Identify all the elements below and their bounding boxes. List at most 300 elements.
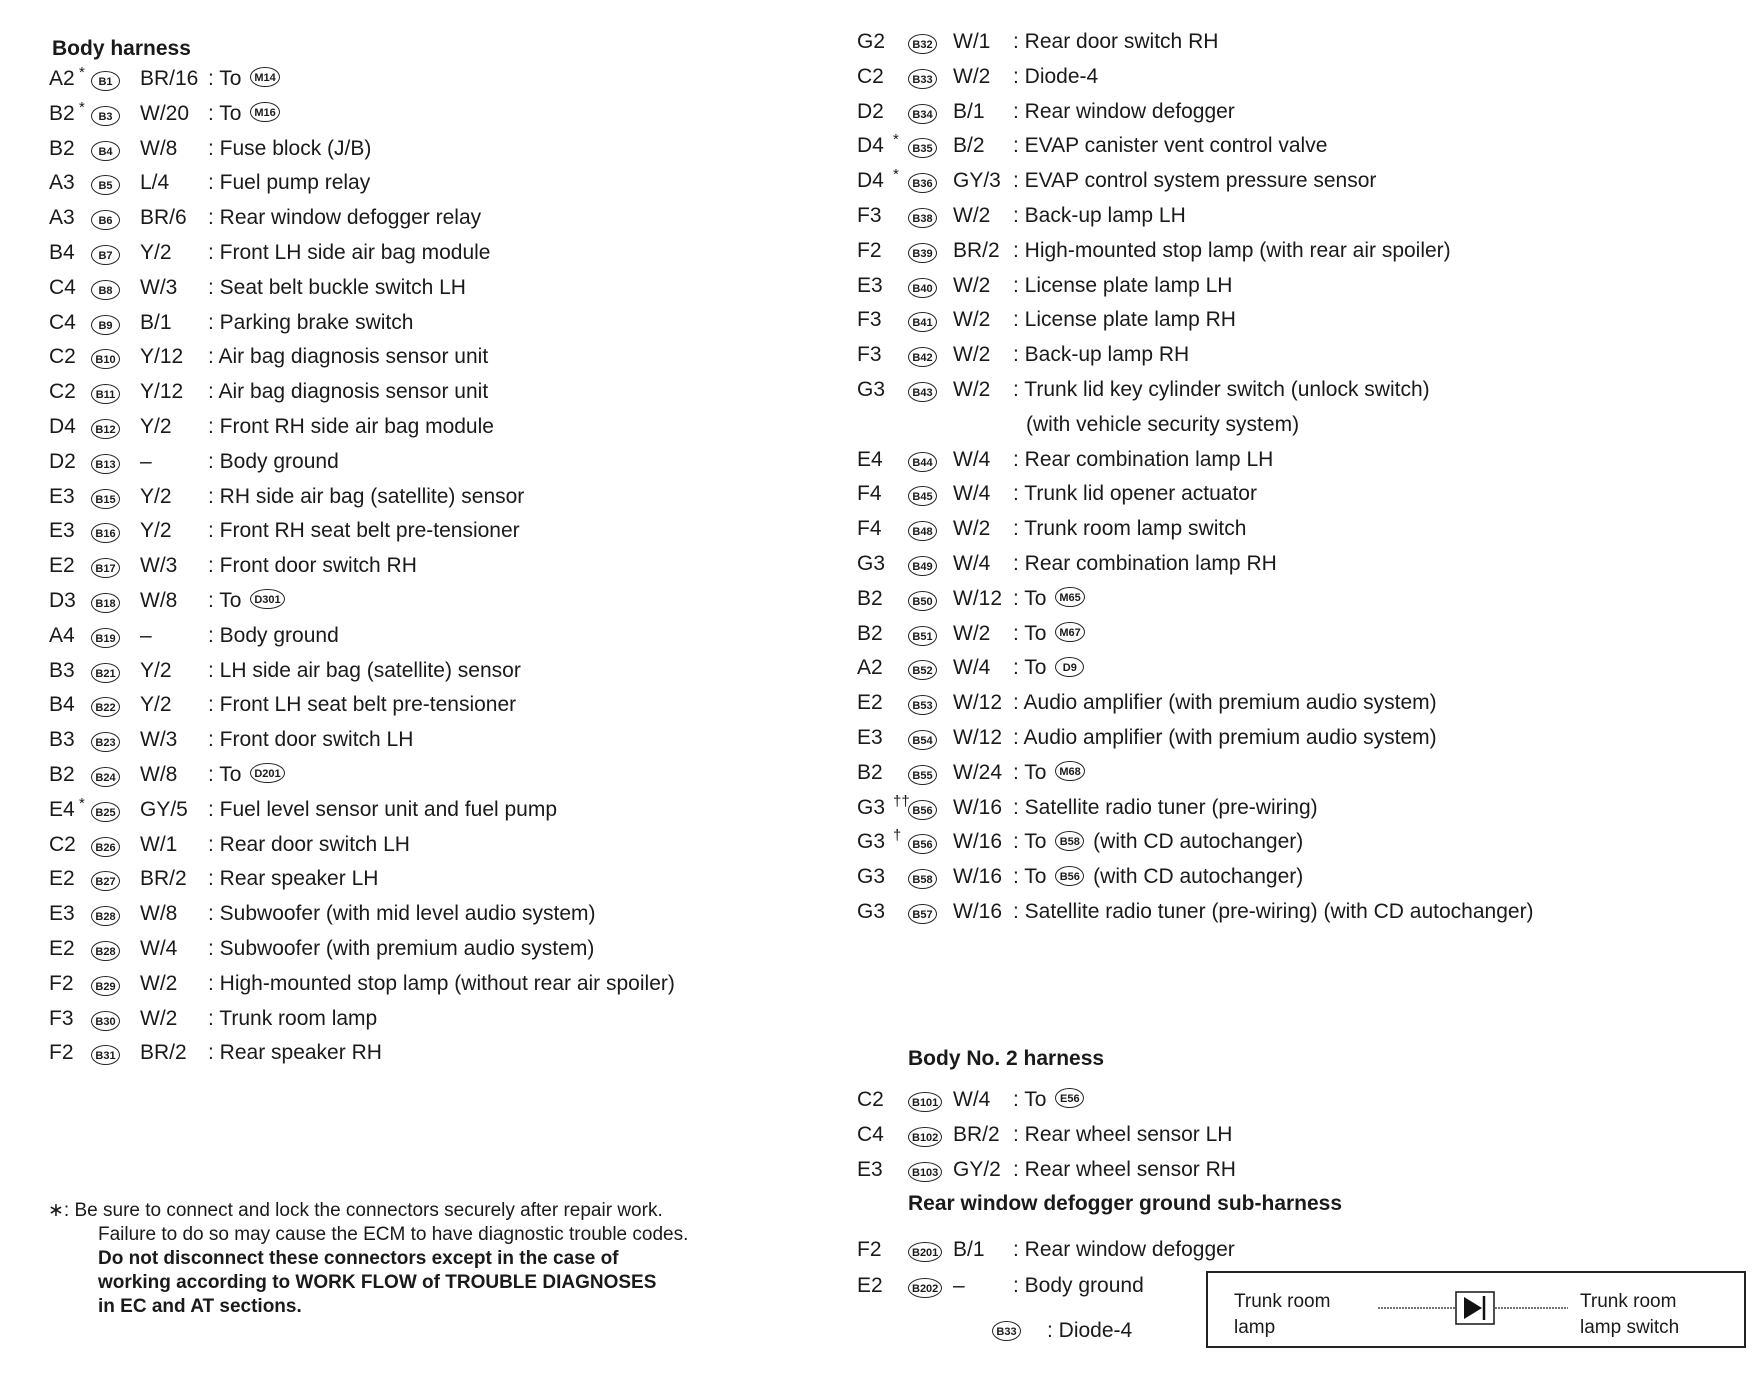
connector-badge-wrap — [91, 342, 120, 372]
description-text: : Front RH seat belt pre-tensioner — [208, 519, 520, 543]
connector-description — [208, 621, 339, 651]
connector-badge-wrap — [91, 969, 120, 999]
connector-badge-wrap — [91, 516, 120, 546]
connector-description — [1013, 479, 1257, 509]
connector-badge: B21 — [91, 663, 120, 683]
connector-row — [0, 1038, 830, 1074]
description-text: : To — [208, 101, 242, 125]
connector-description — [208, 830, 410, 860]
grid-location: C4 — [49, 310, 76, 334]
grid-location: G2 — [857, 30, 886, 53]
connector-description — [208, 586, 288, 616]
footnote-mark: †† — [893, 792, 910, 810]
connector-badge: B30 — [91, 1011, 120, 1031]
connector-description — [208, 342, 488, 372]
target-connector-badge: M65 — [1055, 587, 1084, 607]
connector-badge: B18 — [91, 593, 120, 613]
wire-color-pins: W/1 — [140, 832, 178, 856]
connector-badge-wrap — [91, 864, 120, 894]
connector-description — [208, 690, 516, 720]
connector-row — [0, 725, 830, 761]
wire-color-pins: BR/16 — [140, 67, 199, 90]
connector-description — [1013, 549, 1277, 579]
description-text: : To — [208, 763, 242, 786]
description-text: : Trunk lid opener actuator — [1013, 482, 1257, 506]
wire-color-pins: W/1 — [953, 30, 991, 53]
connector-badge-wrap — [908, 514, 937, 544]
wire-color-pins: W/4 — [953, 447, 991, 471]
connector-badge: B1 — [91, 71, 120, 91]
connector-description — [208, 656, 521, 686]
wire-color-pins: B/1 — [140, 310, 172, 334]
connector-description — [1013, 1085, 1087, 1115]
connector-badge-wrap — [91, 412, 120, 442]
connector-badge-wrap — [908, 305, 937, 335]
connector-badge: B24 — [91, 767, 120, 787]
connector-badge-wrap — [91, 447, 120, 477]
wire-color-pins: W/2 — [953, 621, 991, 645]
description-text: : Diode-4 — [1013, 64, 1099, 88]
description-text: : Fuel pump relay — [208, 171, 371, 195]
connector-row — [0, 273, 830, 309]
grid-location: G3 — [857, 830, 886, 854]
description-text: : Trunk room lamp switch — [1013, 517, 1247, 541]
wire-color-pins: Y/2 — [140, 415, 172, 438]
connector-row — [0, 203, 830, 239]
grid-location: C2 — [49, 345, 76, 369]
connector-row — [0, 586, 830, 622]
connector-description — [1013, 897, 1534, 927]
connector-row — [0, 1004, 830, 1040]
wire-color-pins: BR/6 — [140, 206, 187, 230]
connector-badge: B10 — [91, 349, 120, 369]
connector-description — [1013, 688, 1437, 718]
connector-badge-wrap — [908, 62, 937, 92]
description-text: : Rear combination lamp RH — [1013, 552, 1277, 575]
connector-description — [1013, 584, 1088, 614]
connector-badge-wrap — [91, 99, 120, 129]
diode-right-label-line1: Trunk room — [1580, 1291, 1677, 1312]
grid-location: G3 — [857, 865, 886, 889]
connector-badge-wrap — [908, 131, 937, 161]
grid-location: A3 — [49, 206, 75, 230]
connector-badge-wrap — [91, 795, 120, 825]
connector-description — [1013, 758, 1088, 788]
grid-location: E3 — [857, 273, 883, 297]
connector-badge: B13 — [91, 454, 120, 474]
connector-badge: B7 — [91, 245, 120, 265]
connector-badge-wrap — [91, 134, 120, 164]
connector-badge-wrap — [908, 793, 937, 823]
wire-color-pins: Y/2 — [140, 519, 172, 543]
connector-description — [208, 238, 490, 268]
connector-badge-wrap — [91, 238, 120, 268]
connector-row — [845, 340, 1758, 376]
target-connector-badge: D9 — [1055, 657, 1084, 677]
connector-badge-wrap — [91, 1038, 120, 1068]
connector-badge: B57 — [908, 904, 937, 924]
wire-color-pins: W/12 — [953, 726, 1003, 749]
description-text: : Subwoofer (with premium audio system) — [208, 937, 595, 960]
connector-description — [208, 64, 283, 94]
connector-badge-wrap — [908, 653, 937, 683]
grid-location: B2 — [49, 101, 75, 125]
description-text: : Front door switch RH — [208, 554, 417, 578]
connector-badge: B56 — [908, 800, 937, 820]
wire-color-pins: W/8 — [140, 136, 178, 160]
grid-location: B3 — [49, 658, 75, 682]
description-text: : EVAP canister vent control valve — [1013, 134, 1328, 158]
grid-location: E2 — [857, 691, 883, 715]
grid-location: F4 — [857, 482, 882, 506]
connector-description — [1013, 445, 1273, 475]
description-text: : To — [1013, 586, 1047, 610]
connector-description — [208, 447, 339, 477]
wire-color-pins: BR/2 — [953, 238, 1000, 262]
wire-color-pins: W/3 — [140, 728, 178, 752]
wire-color-pins: Y/2 — [140, 241, 172, 264]
grid-location: E3 — [49, 902, 75, 926]
connector-row — [0, 899, 830, 935]
connector-row — [845, 723, 1758, 759]
connector-badge: B52 — [908, 660, 937, 680]
connector-row — [845, 201, 1758, 237]
connector-badge: B29 — [91, 976, 120, 996]
connector-description — [208, 377, 488, 407]
connector-badge-wrap — [908, 1271, 942, 1301]
connector-row — [0, 308, 830, 344]
grid-location: C2 — [857, 1088, 884, 1111]
description-suffix: (with CD autochanger) — [1093, 830, 1304, 854]
connector-row — [845, 131, 1758, 167]
grid-location: C2 — [857, 64, 884, 88]
connector-description — [1013, 166, 1376, 196]
connector-description — [1013, 1235, 1235, 1265]
footnote-mark: * — [893, 166, 899, 184]
target-connector-badge: M67 — [1055, 622, 1084, 642]
connector-description — [208, 899, 596, 929]
grid-location: D2 — [857, 99, 884, 123]
wire-color-pins: W/16 — [953, 900, 1003, 923]
connector-row — [845, 688, 1758, 724]
grid-location: B2 — [857, 621, 883, 645]
wire-color-pins: W/3 — [140, 275, 178, 299]
connector-badge: B201 — [908, 1242, 942, 1262]
diode-schematic — [1206, 1271, 1746, 1348]
connector-badge-wrap — [91, 830, 120, 860]
wire-color-pins: W/8 — [140, 902, 178, 926]
connector-row — [0, 621, 830, 657]
connector-badge: B12 — [91, 419, 120, 439]
connector-badge: B102 — [908, 1127, 942, 1147]
description-text: : Body ground — [1013, 1274, 1144, 1297]
description-text: : To — [1013, 656, 1047, 680]
connector-description — [1026, 410, 1299, 440]
connector-badge: B11 — [91, 384, 120, 404]
connector-badge: B44 — [908, 452, 937, 472]
body-no2-harness-title: Body No. 2 harness — [908, 1047, 1105, 1070]
connector-badge-wrap — [908, 758, 937, 788]
description-text: : Rear speaker RH — [208, 1041, 382, 1065]
wire-color-pins: B/1 — [953, 99, 985, 123]
connector-row — [845, 514, 1758, 550]
wire-color-pins: W/4 — [953, 656, 991, 680]
connector-badge-wrap — [908, 688, 937, 718]
connector-row — [845, 479, 1758, 515]
connector-description — [1013, 827, 1303, 857]
connector-badge: B51 — [908, 626, 937, 646]
target-connector-badge: M14 — [250, 67, 279, 87]
description-text: : Rear combination lamp LH — [1013, 447, 1274, 471]
note-line-2: Failure to do so may cause the ECM to have diagnostic trouble codes. — [98, 1224, 689, 1245]
connector-description — [1013, 1271, 1144, 1301]
connector-badge-wrap — [91, 482, 120, 512]
connector-badge: B26 — [91, 837, 120, 857]
wire-color-pins: B/2 — [953, 134, 985, 158]
connector-badge-wrap — [908, 201, 937, 231]
wire-color-pins: W/2 — [953, 343, 991, 367]
grid-location: C2 — [49, 380, 76, 404]
description-text: : Back-up lamp RH — [1013, 343, 1190, 367]
description-text: : Rear wheel sensor LH — [1013, 1122, 1233, 1146]
grid-location: G3 — [857, 900, 886, 923]
grid-location: E2 — [49, 554, 75, 578]
description-text: : License plate lamp LH — [1013, 273, 1233, 297]
grid-location: E2 — [49, 867, 75, 891]
connector-badge-wrap — [908, 340, 937, 370]
connector-row — [0, 342, 830, 378]
connector-description — [208, 795, 557, 825]
connector-row — [845, 236, 1758, 272]
connector-row — [0, 238, 830, 274]
connector-badge-wrap — [908, 549, 937, 579]
connector-badge: B4 — [91, 141, 120, 161]
connector-badge: B54 — [908, 730, 937, 750]
wire-color-pins: – — [953, 1274, 965, 1297]
connector-row — [845, 758, 1758, 794]
connector-badge-wrap — [91, 621, 120, 651]
connector-badge: B39 — [908, 243, 937, 263]
connector-badge: B8 — [91, 280, 120, 300]
connector-badge-wrap — [908, 723, 937, 753]
connector-description — [1013, 1155, 1236, 1185]
wire-color-pins: Y/12 — [140, 345, 184, 369]
grid-location: F3 — [857, 308, 882, 332]
description-text: : Rear door switch RH — [1013, 30, 1219, 53]
wire-color-pins: W/2 — [140, 971, 178, 995]
connector-row — [845, 375, 1758, 411]
connector-row — [0, 969, 830, 1005]
grid-location: B4 — [49, 693, 75, 717]
wire-color-pins: W/12 — [953, 586, 1003, 610]
connector-badge: B42 — [908, 347, 937, 367]
description-text: : Back-up lamp LH — [1013, 204, 1186, 227]
connector-row — [0, 482, 830, 518]
connector-badge-wrap — [91, 203, 120, 233]
grid-location: A2 — [857, 656, 883, 680]
wire-color-pins: BR/2 — [140, 867, 187, 891]
target-connector-badge: E56 — [1055, 1088, 1084, 1108]
connector-description — [1013, 514, 1246, 544]
connector-row — [0, 656, 830, 692]
description-text: : Satellite radio tuner (pre-wiring) — [1013, 795, 1318, 819]
grid-location: F4 — [857, 517, 882, 541]
connector-badge: B33 — [992, 1321, 1021, 1341]
connector-badge: B40 — [908, 278, 937, 298]
target-connector-badge: D201 — [250, 763, 284, 783]
connector-row — [845, 305, 1758, 341]
description-text: : Rear door switch LH — [208, 832, 410, 856]
connector-badge-wrap — [908, 27, 937, 57]
connector-description — [208, 725, 413, 755]
wire-color-pins: Y/2 — [140, 484, 172, 508]
wire-color-pins: W/16 — [953, 795, 1003, 819]
connector-badge: B16 — [91, 523, 120, 543]
description-text: : High-mounted stop lamp (without rear air spoiler) — [208, 971, 675, 995]
description-text: : To — [208, 589, 242, 612]
wire-color-pins: W/4 — [140, 937, 178, 960]
body-harness-title: Body harness — [52, 37, 191, 60]
grid-location: F3 — [49, 1006, 74, 1030]
wire-color-pins: W/3 — [140, 554, 178, 578]
wire-color-pins: BR/2 — [140, 1041, 187, 1065]
connector-row — [0, 412, 830, 448]
grid-location: F3 — [857, 204, 882, 227]
grid-location: A3 — [49, 171, 75, 195]
connector-badge: B48 — [908, 521, 937, 541]
note-line-4: working according to WORK FLOW of TROUBLE DIAGNOSES — [98, 1272, 657, 1293]
wire-color-pins: W/2 — [953, 517, 991, 541]
connector-description — [208, 99, 283, 129]
connector-row — [845, 584, 1758, 620]
grid-location: B2 — [857, 586, 883, 610]
connector-badge: B31 — [91, 1045, 120, 1065]
connector-row — [0, 934, 830, 970]
connector-badge: B28 — [91, 941, 120, 961]
description-text: : Air bag diagnosis sensor unit — [208, 345, 489, 369]
connector-row — [845, 410, 1758, 446]
description-text: : Rear window defogger — [1013, 99, 1235, 123]
connector-description — [1013, 862, 1303, 892]
connector-row — [0, 690, 830, 726]
grid-location: A4 — [49, 623, 75, 647]
description-text: : License plate lamp RH — [1013, 308, 1236, 332]
wire-color-pins: W/2 — [953, 204, 991, 227]
connector-row — [845, 445, 1758, 481]
connector-badge-wrap — [908, 97, 937, 127]
grid-location: F3 — [857, 343, 882, 367]
connector-badge: B22 — [91, 697, 120, 717]
description-text: : Rear window defogger relay — [208, 206, 482, 230]
connector-badge-wrap — [908, 862, 937, 892]
connector-description — [1013, 375, 1430, 405]
diode-left-label — [1234, 1289, 1330, 1341]
grid-location: D3 — [49, 589, 76, 612]
connector-badge-wrap — [908, 1235, 942, 1265]
connector-row — [0, 377, 830, 413]
target-connector-badge: B58 — [1055, 831, 1084, 851]
description-text: : Trunk lid key cylinder switch (unlock switch) — [1013, 378, 1430, 401]
connector-badge: B27 — [91, 871, 120, 891]
connector-description — [208, 203, 481, 233]
connector-badge-wrap — [908, 445, 937, 475]
connector-row — [0, 447, 830, 483]
connector-row — [845, 97, 1758, 133]
grid-location: D4 — [857, 169, 884, 193]
connector-row — [0, 516, 830, 552]
connector-description — [1013, 131, 1327, 161]
description-text: : LH side air bag (satellite) sensor — [208, 658, 521, 682]
wire-color-pins: BR/2 — [953, 1122, 1000, 1146]
description-text: : RH side air bag (satellite) sensor — [208, 484, 525, 508]
description-text: : Front RH side air bag module — [208, 415, 494, 438]
connector-row — [845, 549, 1758, 585]
connector-badge-wrap — [91, 899, 120, 929]
footnote-mark: * — [893, 131, 899, 149]
connector-badge: B38 — [908, 208, 937, 228]
description-text: : Rear speaker LH — [208, 867, 379, 891]
connector-row — [0, 168, 830, 204]
connector-row — [0, 134, 830, 170]
wire-color-pins: W/20 — [140, 101, 190, 125]
connector-warning-note — [48, 1199, 816, 1319]
connector-badge-wrap — [91, 690, 120, 720]
grid-location: E4 — [49, 797, 75, 821]
grid-location: E3 — [49, 484, 75, 508]
connector-badge-wrap — [908, 236, 937, 266]
diode-left-label-line1: Trunk room — [1234, 1291, 1331, 1312]
note-line-5: in EC and AT sections. — [98, 1296, 302, 1317]
connector-description — [208, 551, 417, 581]
footnote-mark: * — [79, 794, 85, 812]
wire-color-pins: W/16 — [953, 865, 1003, 889]
connector-badge: B202 — [908, 1278, 942, 1298]
connector-description — [208, 134, 371, 164]
wire-color-pins: – — [140, 449, 152, 473]
description-text: : Fuse block (J/B) — [208, 136, 372, 160]
wire-color-pins: GY/3 — [953, 169, 1001, 193]
grid-location: E2 — [49, 937, 75, 960]
connector-description — [1013, 619, 1088, 649]
connector-row — [0, 830, 830, 866]
connector-badge-wrap — [91, 551, 120, 581]
connector-badge: B34 — [908, 104, 937, 124]
wire-color-pins: W/2 — [953, 64, 991, 88]
connector-badge: B45 — [908, 486, 937, 506]
connector-description — [208, 934, 594, 964]
connector-badge: B103 — [908, 1162, 942, 1182]
connector-row — [845, 793, 1758, 829]
grid-location: D4 — [49, 415, 76, 438]
grid-location: E2 — [857, 1274, 883, 1297]
description-text: : Air bag diagnosis sensor unit — [208, 380, 489, 404]
connector-badge: B49 — [908, 556, 937, 576]
connector-badge-wrap — [91, 168, 120, 198]
wire-color-pins: W/2 — [953, 308, 991, 332]
connector-row — [845, 1085, 1758, 1121]
grid-location: F2 — [49, 971, 74, 995]
connector-description — [1013, 653, 1087, 683]
connector-badge: B53 — [908, 695, 937, 715]
connector-badge: B50 — [908, 591, 937, 611]
description-text: : Audio amplifier (with premium audio system) — [1013, 726, 1437, 749]
connector-badge-wrap — [91, 656, 120, 686]
wire-color-pins: Y/2 — [140, 693, 172, 717]
description-text: : To — [1013, 865, 1047, 889]
grid-location: A2 — [49, 67, 75, 90]
wire-color-pins: W/2 — [953, 273, 991, 297]
wire-color-pins: Y/2 — [140, 658, 172, 682]
